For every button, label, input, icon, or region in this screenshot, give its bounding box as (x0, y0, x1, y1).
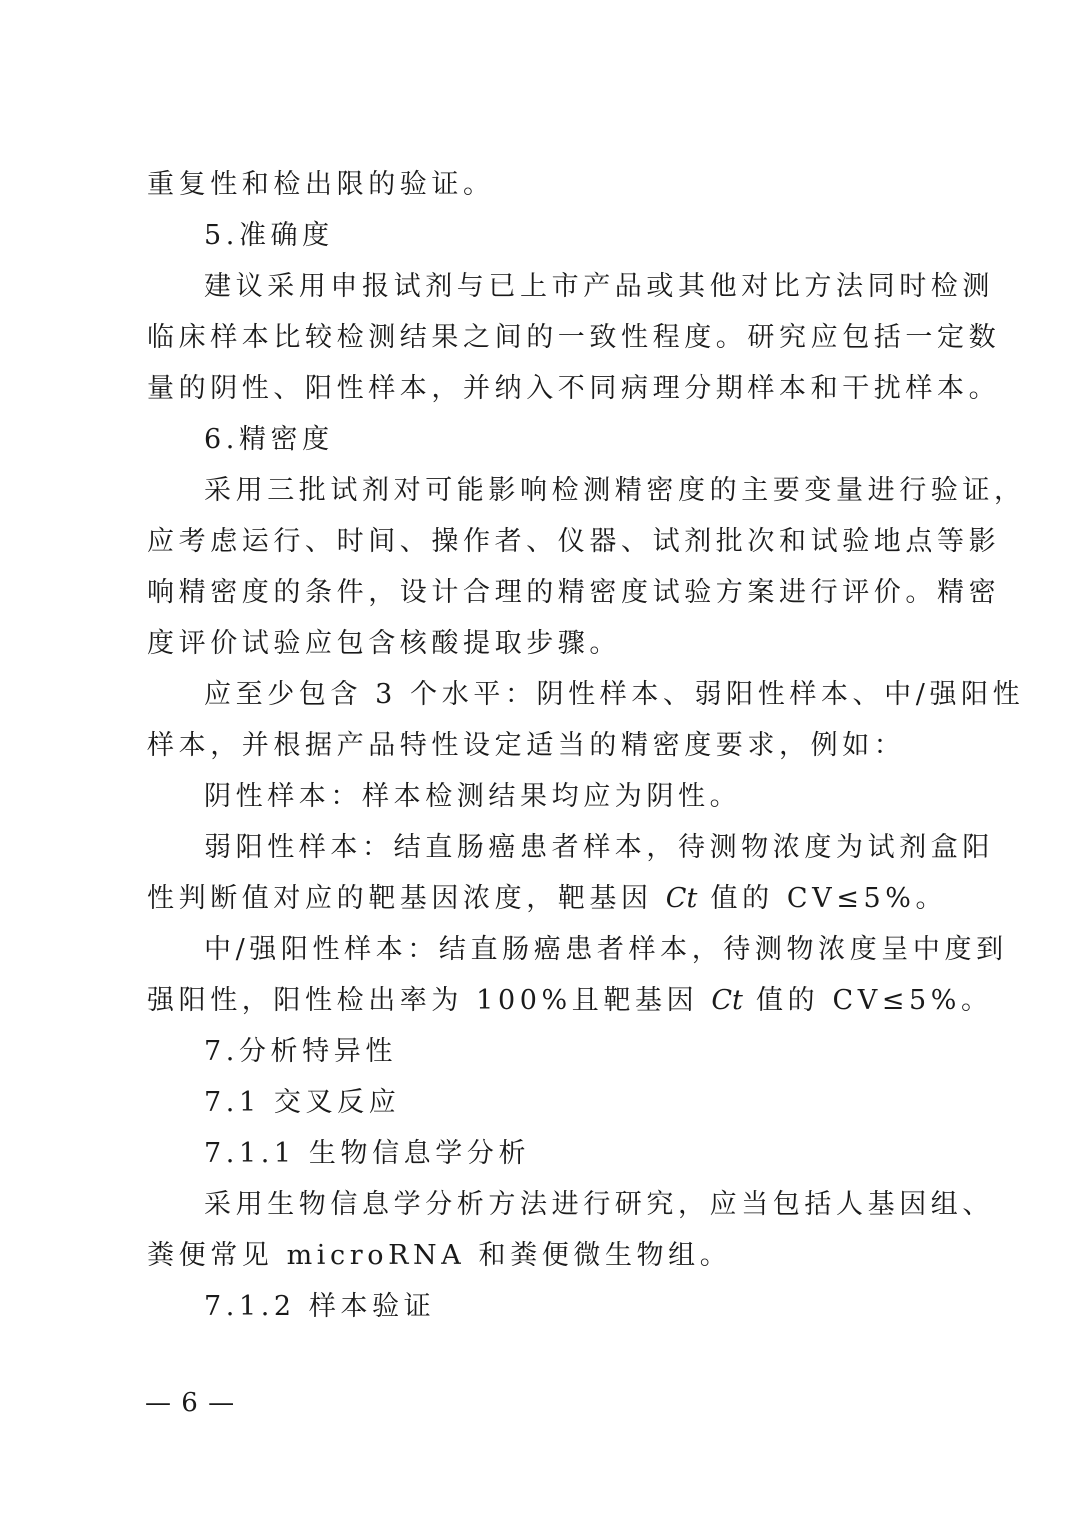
section-heading: 6.精密度 (204, 424, 334, 455)
text-line: 采用三批试剂对可能影响检测精密度的主要变量进行验证， (204, 475, 1026, 506)
subsection-heading: 7.1.2 样本验证 (204, 1291, 436, 1322)
text-segment: 值的 CV≤5%。 (697, 883, 948, 914)
text-line: 样本，并根据产品特性设定适当的精密度要求，例如： (147, 730, 906, 761)
text-line (147, 983, 993, 1019)
text-line (147, 881, 947, 917)
text-line: 重复性和检出限的验证。 (147, 169, 495, 200)
text-line: 应至少包含 3 个水平：阴性样本、弱阳性样本、中/强阳性 (204, 679, 1025, 710)
text-line: 采用生物信息学分析方法进行研究，应当包括人基因组、 (204, 1189, 994, 1220)
text-line: 粪便常见 microRNA 和粪便微生物组。 (147, 1240, 732, 1271)
ct-term: Ct (711, 985, 743, 1016)
subsection-heading: 7.1 交叉反应 (204, 1087, 401, 1118)
text-segment: 强阳性，阳性检出率为 100%且靶基因 (147, 985, 712, 1016)
section-heading: 7.分析特异性 (204, 1036, 397, 1067)
text-line: 临床样本比较检测结果之间的一致性程度。研究应包括一定数 (147, 322, 1001, 353)
text-line: 弱阳性样本：结直肠癌患者样本，待测物浓度为试剂盒阳 (204, 832, 994, 863)
text-line: 中/强阳性样本：结直肠癌患者样本，待测物浓度呈中度到 (204, 934, 1008, 965)
section-heading: 5.准确度 (204, 220, 334, 251)
text-line: 应考虑运行、时间、操作者、仪器、试剂批次和试验地点等影 (147, 526, 1001, 557)
text-line: 建议采用申报试剂与已上市产品或其他对比方法同时检测 (204, 271, 994, 302)
text-line: 阴性样本：样本检测结果均应为阴性。 (204, 781, 742, 812)
text-line: 度评价试验应包含核酸提取步骤。 (147, 628, 621, 659)
subsection-heading: 7.1.1 生物信息学分析 (204, 1138, 531, 1169)
page-number: — 6 — (145, 1388, 236, 1418)
text-segment: 值的 CV≤5%。 (742, 985, 993, 1016)
text-line: 响精密度的条件，设计合理的精密度试验方案进行评价。精密 (147, 577, 1001, 608)
ct-term: Ct (665, 883, 698, 914)
text-line: 量的阴性、阳性样本，并纳入不同病理分期样本和干扰样本。 (147, 373, 1001, 404)
text-segment: 性判断值对应的靶基因浓度，靶基因 (147, 883, 666, 914)
